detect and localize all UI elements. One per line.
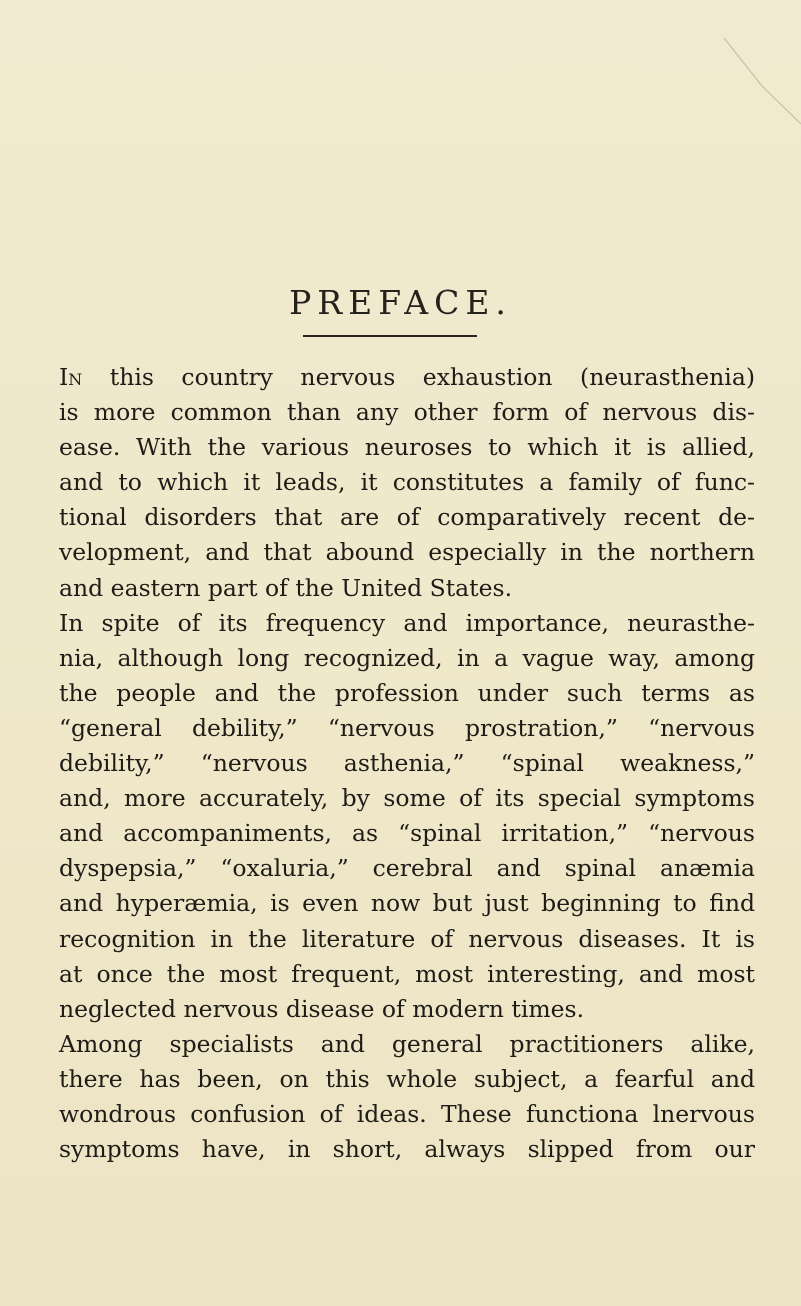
- text-line: ease. With the various neuroses to which it is allied,: [59, 433, 755, 462]
- title-divider: [303, 335, 477, 337]
- text-line: debility,” “nervous asthenia,” “spinal weakness,”: [59, 749, 755, 778]
- text-line: and, more accurately, by some of its special symptoms: [59, 784, 755, 813]
- page-title: PREFACE.: [289, 283, 512, 322]
- text-line: there has been, on this whole subject, a fearful and: [59, 1064, 755, 1093]
- text-line: tional disorders that are of comparatively recent de-: [59, 503, 755, 532]
- text-line: and accompaniments, as “spinal irritation,” “nervous: [59, 819, 755, 848]
- preface-text: [59, 360, 755, 1167]
- text-line: and hyperæmia, is even now but just beginning to find: [59, 889, 755, 918]
- page-crease-mark: [722, 36, 801, 126]
- text-line: In spite of its frequency and importance, neurasthe-: [59, 608, 755, 637]
- text-line: wondrous confusion of ideas. These functiona lnervous: [59, 1099, 755, 1128]
- text-line: “general debility,” “nervous prostration,” “nervous: [59, 713, 755, 742]
- text-line: recognition in the literature of nervous diseases. It is: [59, 924, 755, 953]
- text-line: and to which it leads, it constitutes a family of func-: [59, 468, 755, 497]
- text-line: dyspepsia,” “oxaluria,” cerebral and spinal anæmia: [59, 854, 755, 883]
- text-line: velopment, and that abound especially in the northern: [59, 538, 755, 567]
- text-line: Among specialists and general practitioners alike,: [59, 1029, 755, 1058]
- text-line: and eastern part of the United States.: [59, 573, 513, 602]
- lead-word: In: [59, 363, 83, 391]
- text-line: nia, although long recognized, in a vague way, among: [59, 643, 755, 672]
- text-line: at once the most frequent, most interesting, and most: [59, 959, 755, 988]
- text-line: the people and the profession under such terms as: [59, 678, 755, 707]
- text-line: is more common than any other form of nervous dis-: [59, 398, 755, 427]
- text-line: neglected nervous disease of modern times.: [59, 994, 585, 1023]
- text-line: In this country nervous exhaustion (neurasthenia): [59, 363, 755, 391]
- text-line: symptoms have, in short, always slipped from our: [59, 1135, 755, 1164]
